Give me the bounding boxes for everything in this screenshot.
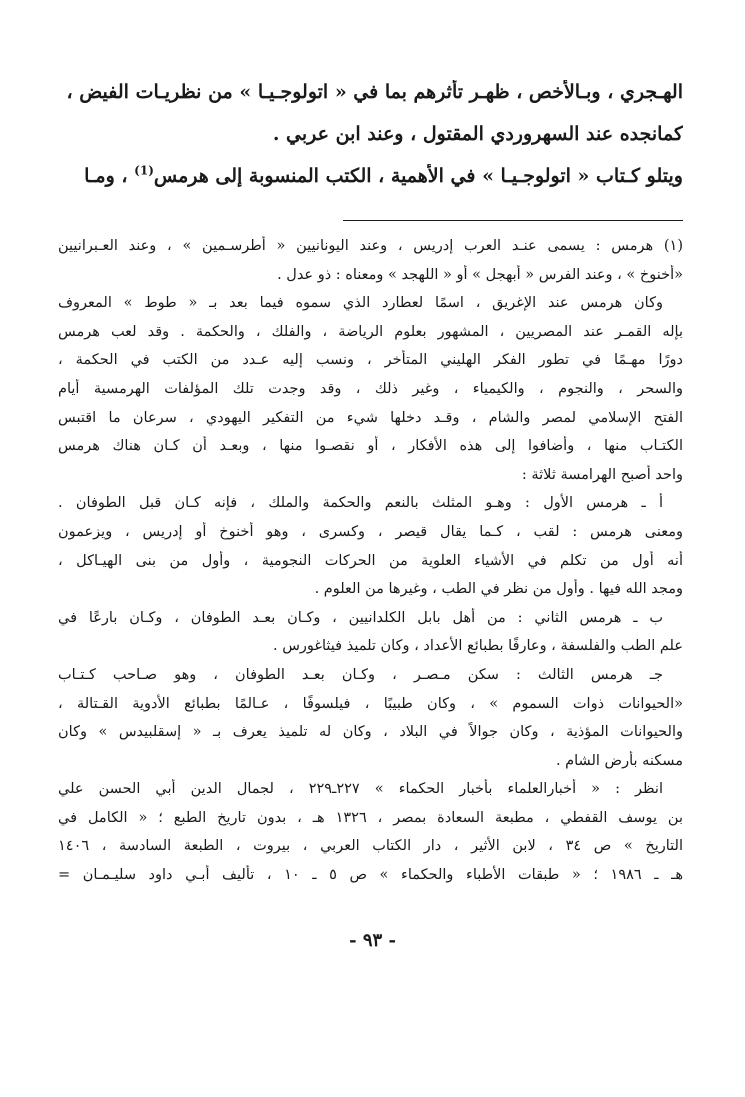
footnote-line: ب ـ هرمس الثاني : من أهل بابل الكلدانيين ، وكـان بعـد الطوفان ، وكـان بارعًا في — [58, 609, 663, 626]
footnote-reference: (1) — [134, 164, 154, 178]
main-text-segment: ويتلو كـتاب « اتولوجـيـا » في الأهمية ، الكتب المنسوبة إلى هرمس — [153, 165, 683, 187]
footnote-line: انظر : « أخبارالعلماء بأخبار الحكماء » ٢٢٧ـ٢٢٩ ، لجمال الدين أبي الحسن علي — [58, 781, 664, 798]
footnote-line: بإله القمـر عند المصريين ، المشهور بعلوم الرياضة ، والفلك ، والحكمة . وقد لعب هرمس — [58, 323, 683, 340]
footnote-line: ومعنى هرمس : لقب ، كـما يقال قيصر ، وكسرى ، وهو أخنوخ أو إدريس ، ويزعمون — [58, 523, 683, 540]
main-text-line: الهـجري ، وبـالأخص ، ظهـر تأثرهم بما في « اتولوجـيـا » من نظريـات الفيض ، — [66, 81, 683, 103]
footnote-line: دورًا مهـمًا في تطور الفكر الهليني المتأخر ، ونسب إليه عـدد من الكتب في الحكمة ، — [58, 352, 683, 369]
footnote-line: «أخنوخ » ، وعند الفرس « أبهجل » أو « اللهجد » ومعناه : ذو عدل . — [277, 266, 683, 283]
main-text-body — [58, 80, 683, 206]
footnote-line: جـ هرمس الثالث : سكن مـصـر ، وكـان بعـد الطوفان ، وهو صـاحب كـتـاب — [58, 666, 663, 683]
main-text-line: كمانجده عند السهروردي المقتول ، وعند ابن عربي . — [272, 123, 683, 145]
footnote-line: «الحيوانات ذوات السموم » ، وكان طبيبًا ، فيلسوفًا ، عـالمًا بطبائع الأدوية القـتالة ، — [58, 695, 683, 712]
footnote-line: التاريخ » ص ٣٤ ، لابن الأثير ، دار الكتاب العربي ، بيروت ، الطبعة السادسة ، ١٤٠٦ — [58, 838, 683, 855]
footnote-line: ومجد الله فيها . وأول من نظر في الطب ، وغيرها من العلوم . — [314, 581, 683, 598]
footnote-line: الفتح الإسلامي لمصر والشام ، وقـد دخلها شيء من التفكير اليهودي ، سرعان ما اقتبس — [58, 409, 683, 426]
footnote-line: مسكنه بأرض الشام . — [555, 752, 683, 769]
footnote-line: أ ـ هرمس الأول : وهـو المثلث بالنعم والحكمة والملك ، فإنه كـان قبل الطوفان . — [58, 495, 663, 512]
footnote-line: واحد أصبح الهرامسة ثلاثة : — [521, 466, 683, 483]
footnote-line: والسحر ، والنجوم ، والكيمياء ، وغير ذلك ، وقد وجدت تلك المؤلفات الهرمسية أيام — [58, 380, 683, 397]
footnote-line: والحيوانات المؤذية ، وكان جوالاً في البلاد ، وكان له تلميذ يعرف بـ « إسقلبيدس » وكان — [58, 724, 683, 741]
footnote-line: أنه أول من تكلم في الأشياء العلوية من الحركات النجومية ، وأول من بنى الهيـاكل ، — [58, 552, 683, 569]
main-text-segment: ، ومـا — [84, 165, 135, 187]
footnote-line: (١) هرمس : يسمى عنـد العرب إدريس ، وعند اليونانيين « أطرسـمين » ، وعند العـبرانيين — [58, 238, 683, 254]
footnote-line: بن يوسف القفطي ، مطبعة السعادة بمصر ، ١٣٢٦ هـ ، بدون تاريخ الطبع ؛ « الكامل في — [58, 809, 683, 826]
footnote-line: الكتـاب منها ، وأضافوا إلى هذه الأفكار ، أو نقصـوا منها ، وبعـد أن كـان هناك هرمس — [58, 438, 683, 455]
footnote-separator — [343, 220, 683, 221]
footnotes-block — [58, 236, 683, 894]
footnote-line: علم الطب والفلسفة ، وعارفًا بطبائع الأعداد ، وكان تلميذ فيثاغورس . — [273, 638, 683, 655]
main-text-line-with-footnote — [58, 164, 683, 206]
footnote-line: هـ ـ ١٩٨٦ ؛ « طبقات الأطباء والحكماء » ص ٥ ـ ١٠ ، تأليف أبـي داود سليـمـان = — [58, 867, 683, 884]
page-number: - ٩٣ - — [349, 930, 396, 951]
footnote-line: وكان هرمس عند الإغريق ، اسمًا لعطارد الذي سموه فيما بعد بـ « طوط » المعروف — [58, 295, 663, 312]
